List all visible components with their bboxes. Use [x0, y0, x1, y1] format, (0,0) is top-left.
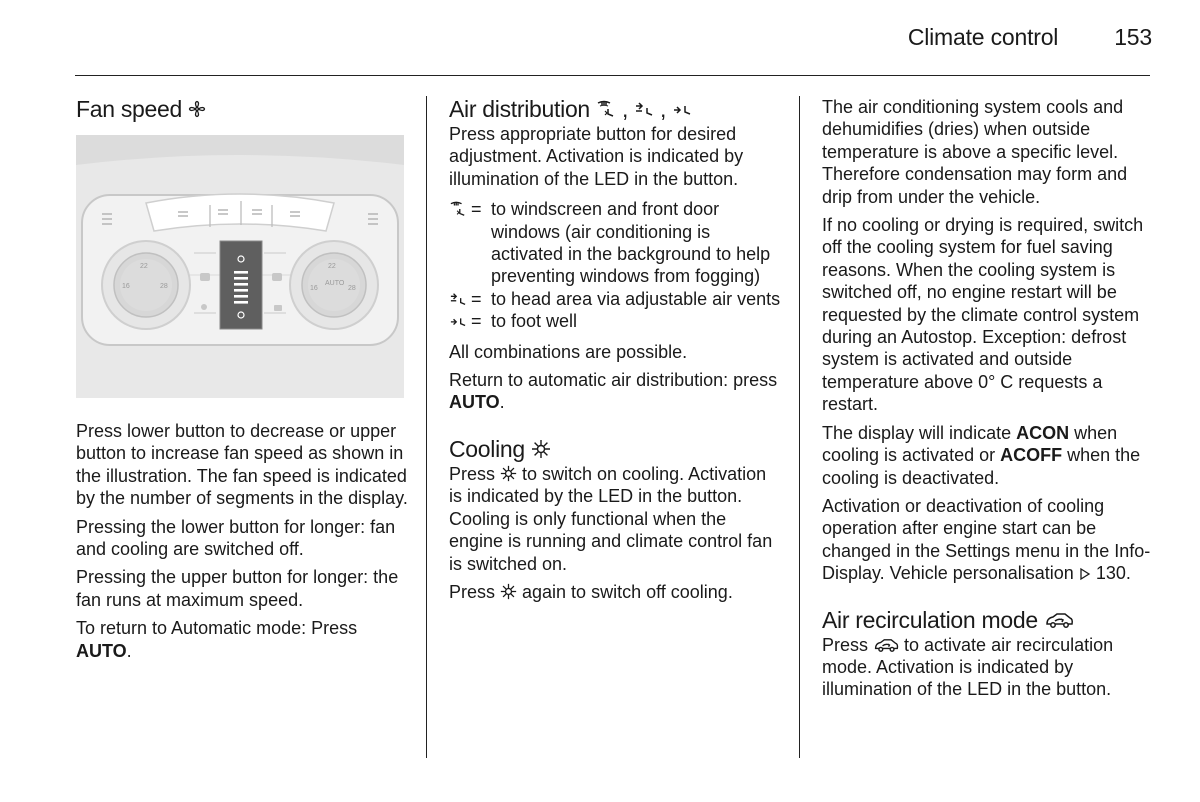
- paragraph: Activation or deactivation of cooling operation after engine start can be changed in the Settings menu in the Info-Display. Vehicle personalisation 130.: [822, 495, 1151, 584]
- snowflake-icon: [531, 439, 551, 459]
- windscreen-foot-icon: [449, 201, 467, 217]
- paragraph: Pressing the upper button for longer: the fan runs at maximum speed.: [76, 567, 399, 610]
- knob-label: 28: [160, 283, 168, 290]
- page-reference-icon: [1079, 567, 1091, 581]
- column-cooling-info: [822, 96, 1157, 707]
- paragraph: Press again to switch off cooling.: [449, 581, 733, 602]
- knob-label: AUTO: [325, 280, 345, 287]
- paragraph: All combinations are possible.: [449, 341, 688, 362]
- list-item: = to head area via adjustable air vents: [449, 288, 784, 310]
- climate-panel-drawing: [76, 135, 404, 398]
- recirculation-icon: [1044, 611, 1074, 629]
- paragraph: To return to Automatic mode: Press AUTO.: [76, 618, 358, 661]
- list-item: = to windscreen and front door windows (air conditioning is activated in the background to help preventing windows from fogging): [449, 198, 784, 288]
- column-divider: [426, 96, 427, 758]
- list-item: = to foot well: [449, 310, 784, 332]
- column-air-distribution: [449, 95, 784, 609]
- paragraph: The air conditioning system cools and dehumidifies (dries) when outside temperature is above a specific level. Therefore condensation may form and drip from under the vehicle.: [822, 97, 1128, 207]
- foot-well-icon: [672, 100, 692, 118]
- header-rule: [75, 75, 1150, 76]
- windscreen-foot-icon: [596, 100, 616, 118]
- page-reference[interactable]: 130: [1095, 563, 1126, 584]
- knob-label: 22: [328, 263, 336, 270]
- paragraph: Press lower button to decrease or upper button to increase fan speed as shown in the illustration. The fan speed is indicated by the number of segments in the display.: [76, 421, 408, 509]
- fan-icon: [188, 100, 206, 118]
- page-header: [908, 24, 1152, 51]
- knob-label: 16: [122, 283, 130, 290]
- section-heading: Fan speed: [76, 95, 411, 123]
- climate-panel-illustration: [76, 135, 404, 398]
- knob-label: 22: [140, 263, 148, 270]
- paragraph: Press appropriate button for desired adjustment. Activation is indicated by illumination of the LED in the button.: [449, 124, 744, 189]
- distribution-list: [449, 198, 784, 332]
- chapter-title: Climate control: [907, 24, 1059, 50]
- paragraph: Pressing the lower button for longer: fan and cooling are switched off.: [76, 516, 396, 560]
- recirculation-icon: [873, 637, 899, 653]
- paragraph: Return to automatic air distribution: press AUTO.: [449, 370, 778, 413]
- snowflake-icon: [500, 583, 517, 600]
- column-fan-speed: [76, 95, 411, 668]
- knob-label: 28: [348, 285, 356, 292]
- section-heading: Air distribution , ,: [449, 95, 784, 123]
- knob-label: 16: [310, 285, 318, 292]
- paragraph: If no cooling or drying is required, switch off the cooling system for fuel saving reasons. When the cooling system is switched off, no engine restart will be requested by the climate control system during an Autostop. Exception: defrost system is activated and outside temperature above 0° C requests a restart.: [822, 215, 1144, 415]
- paragraph: Press to switch on cooling. Activation is indicated by the LED in the button. Cooling is only functional when the engine is running and climate control fan is switched on.: [449, 463, 773, 574]
- column-divider: [799, 96, 800, 758]
- foot-well-icon: [449, 313, 467, 329]
- section-heading: Air recirculation mode: [822, 606, 1157, 634]
- head-area-icon: [449, 291, 467, 307]
- paragraph: The display will indicate ACON when cooling is activated or ACOFF when the cooling is deactivated.: [822, 422, 1141, 488]
- section-heading: Cooling: [449, 435, 784, 463]
- paragraph: Press to activate air recirculation mode. Activation is indicated by illumination of the LED in the button.: [822, 634, 1114, 700]
- head-area-icon: [634, 100, 654, 118]
- snowflake-icon: [500, 465, 517, 482]
- page-number: 153: [1114, 24, 1152, 50]
